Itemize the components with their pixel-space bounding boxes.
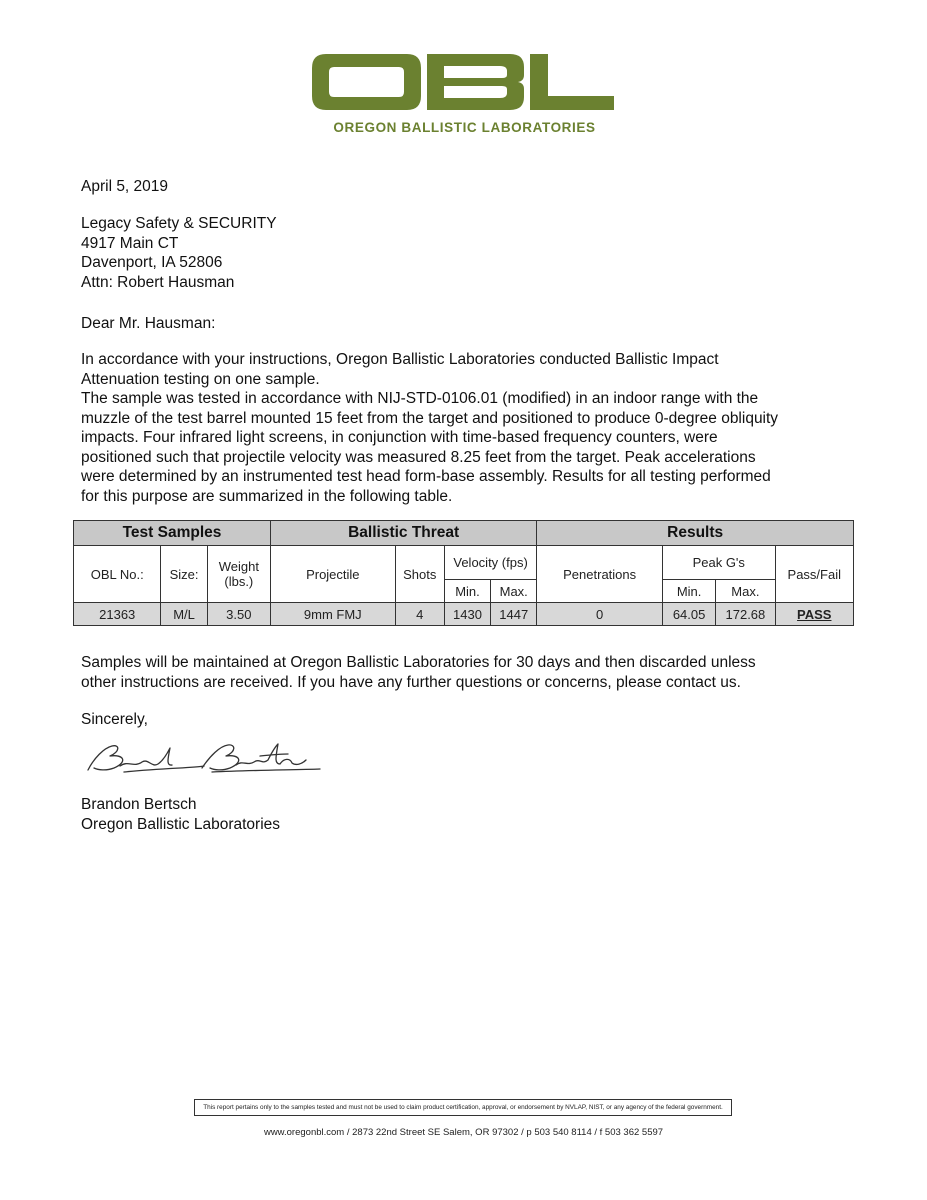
body-line: positioned such that projectile velocity was measured 8.25 feet from the target. Peak accelerations	[81, 448, 756, 466]
closing-paragraph	[81, 653, 756, 692]
col-obl-no: OBL No.:	[74, 546, 161, 603]
col-peak-g: Peak G's	[662, 546, 775, 580]
cell-peak-g-min: 64.05	[662, 603, 715, 626]
letter-date: April 5, 2019	[81, 178, 169, 195]
cell-peak-g-max: 172.68	[716, 603, 775, 626]
footer-disclaimer: This report pertains only to the samples tested and must not be used to claim product certification, approval, or endorsement by NVLAP, NIST, or any agency of the federal government.	[194, 1099, 732, 1116]
cell-shots: 4	[395, 603, 444, 626]
cell-weight: 3.50	[207, 603, 270, 626]
col-peak-g-min: Min.	[662, 580, 715, 603]
signatory-name: Brandon Bertsch	[81, 796, 197, 813]
footer-contact: www.oregonbl.com / 2873 22nd Street SE Salem, OR 97302 / p 503 540 8114 / f 503 362 5597	[263, 1127, 664, 1138]
results-table	[73, 520, 854, 626]
body-line: The sample was tested in accordance with NIJ-STD-0106.01 (modified) in an indoor range with the	[81, 390, 759, 407]
cell-velocity-max: 1447	[491, 603, 537, 626]
address-line: Legacy Safety & SECURITY	[81, 215, 277, 232]
greeting: Dear Mr. Hausman:	[81, 315, 216, 332]
body-line: for this purpose are summarized in the following table.	[81, 487, 453, 505]
closing-line: other instructions are received. If you have any further questions or concerns, please contact us.	[81, 673, 741, 691]
obl-wordmark-graphic	[312, 52, 617, 114]
col-velocity-min: Min.	[444, 580, 490, 603]
signatory-organization: Oregon Ballistic Laboratories	[81, 815, 281, 833]
col-pass-fail: Pass/Fail	[775, 546, 853, 603]
address-line: Davenport, IA 52806	[81, 254, 223, 271]
cell-projectile: 9mm FMJ	[270, 603, 395, 626]
col-velocity: Velocity (fps)	[444, 546, 536, 580]
handwritten-signature	[84, 738, 324, 782]
col-velocity-max: Max.	[491, 580, 537, 603]
table-row	[74, 603, 854, 626]
closing-line: Samples will be maintained at Oregon Ballistic Laboratories for 30 days and then discarded unless	[81, 654, 756, 671]
cell-obl-no: 21363	[74, 603, 161, 626]
cell-size: M/L	[161, 603, 207, 626]
cell-result: PASS	[775, 603, 853, 626]
col-peak-g-max: Max.	[716, 580, 775, 603]
col-penetrations: Penetrations	[537, 546, 663, 603]
body-line: Attenuation testing on one sample.	[81, 370, 320, 388]
body-line: impacts. Four infrared light screens, in conjunction with time-based frequency counters, were	[81, 429, 718, 446]
col-projectile: Projectile	[270, 546, 395, 603]
cell-penetrations: 0	[537, 603, 663, 626]
body-line: In accordance with your instructions, Oregon Ballistic Laboratories conducted Ballistic Impact	[81, 351, 719, 368]
signatory	[81, 795, 280, 834]
cell-velocity-min: 1430	[444, 603, 490, 626]
col-size: Size:	[161, 546, 207, 603]
letter-body	[81, 350, 778, 506]
address-line: Attn: Robert Hausman	[81, 273, 235, 291]
body-line: muzzle of the test barrel mounted 15 feet from the target and positioned to produce 0-degree obliquity	[81, 409, 779, 427]
group-header-results: Results	[537, 521, 854, 546]
group-header-threat: Ballistic Threat	[270, 521, 536, 546]
logo-subtitle: OREGON BALLISTIC LABORATORIES	[333, 120, 596, 135]
obl-logo	[312, 52, 617, 142]
address-line: 4917 Main CT	[81, 234, 179, 252]
group-header-samples: Test Samples	[74, 521, 271, 546]
signoff: Sincerely,	[81, 711, 148, 728]
body-line: were determined by an instrumented test head form-base assembly. Results for all testing performed	[81, 468, 771, 485]
col-weight: Weight (lbs.)	[207, 546, 270, 603]
recipient-address	[81, 214, 277, 292]
col-shots: Shots	[395, 546, 444, 603]
